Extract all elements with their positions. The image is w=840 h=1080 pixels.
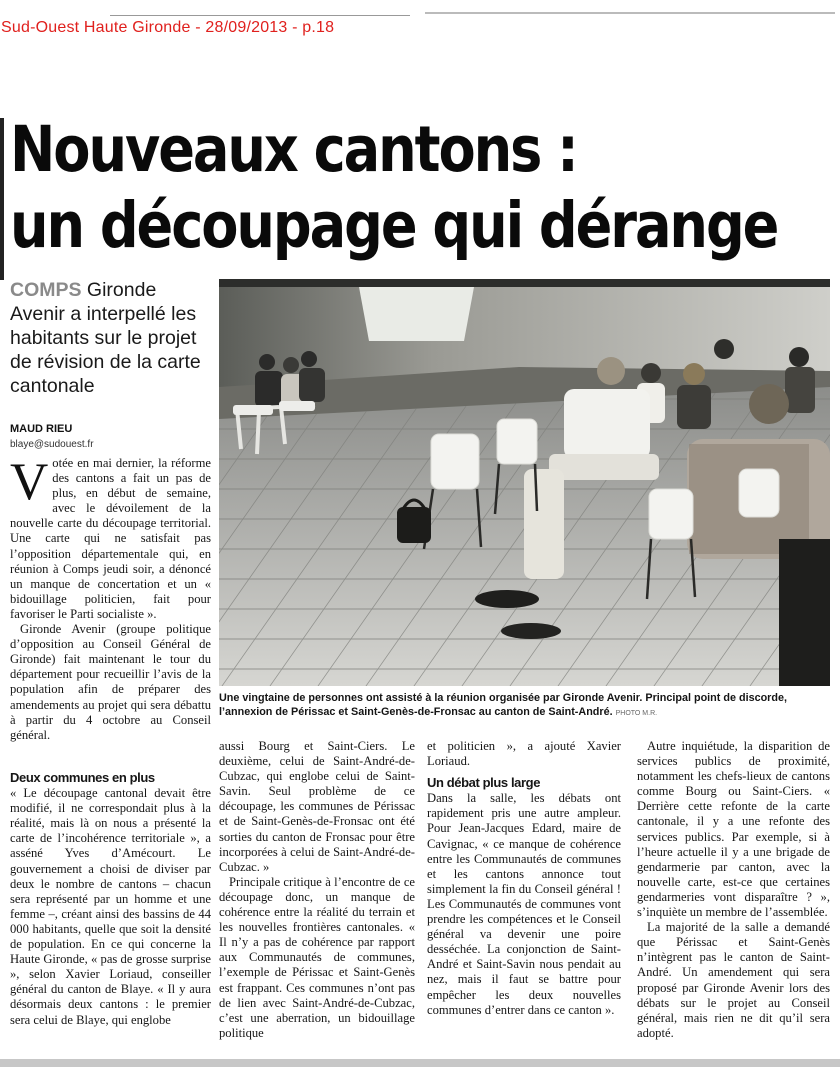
intro-paragraph-1-text: otée en mai dernier, la réforme des cantons a fait un pas de plus, en début de semaine, avec le dévoilement de la nouvelle carte du découpage territorial. Une carte qui ne satisfait pas l’opposition départementale qui, en réunion à Comps jeudi soir, a dénoncé un manque de concertation et un « bidouillage politicien, fait pour favoriser le Parti socialiste ». — [10, 456, 211, 621]
column-3 — [427, 739, 621, 1018]
subhead-debat-plus-large: Un débat plus large — [427, 775, 541, 791]
column-1-text: « Le découpage cantonal devait être modifié, il ne correspondait plus à la réalité, mais là on nous a présenté la carte de l’incohérence territoriale », a asséné Yves d’Amécourt. Le gouvernement a choisi de diviser par deux le nombre de cantons – chacun sera représenté par un homme et une femme –, créant ainsi des bassins de 44 000 habitants, quelle que soit la densité de population. En ce qui concerne la Haute Gironde, « pas de grosse surprise », selon Xavier Loriaud, conseiller général du canton de Blaye. « Il y aura désormais deux cantons : le premier sera celui de Blaye, qui englobe — [10, 786, 211, 1027]
article-headline — [10, 112, 777, 264]
photo-credit: PHOTO M.R. — [615, 710, 658, 717]
meeting-photo — [219, 279, 830, 686]
standfirst-text: Gironde Avenir a interpellé les habitants sur le projet de révision de la carte cantonale — [10, 279, 201, 397]
column-3-paragraph-2: Dans la salle, les débats ont rapidement pris une autre ampleur. Pour Jean-Jacques Edard, maire de Cavignac, « ce manque de cohérence entre les Communautés de communes et les cantons annonce tout simplement la fin du Conseil général ! Les Communautés de communes vont prendre les compétences et le Conseil général va devenir une poire desséchée. La conjonction de Saint-André et Saint-Savin nous pendait au nez, mais il faut se battre pour empêcher les deux nouvelles communes d’entrer dans ce canton ». — [427, 791, 621, 1017]
photo-caption-text: Une vingtaine de personnes ont assisté à la réunion organisée par Gironde Avenir. Principal point de discorde, l’annexion de Périssac et Saint-Genès-de-Fronsac au canton de Saint-André. — [219, 692, 787, 718]
photo-caption — [219, 691, 830, 721]
intro-column — [10, 453, 211, 743]
top-rule-right — [425, 12, 835, 14]
bottom-rule — [0, 1059, 840, 1067]
column-2 — [219, 739, 415, 1041]
meeting-photo-image — [219, 279, 830, 686]
top-rule-left — [110, 15, 410, 16]
drop-cap: V — [10, 453, 49, 511]
column-4-paragraph-2: La majorité de la salle a demandé que Périssac et Saint-Genès n’intègrent pas le canton de Saint-André. Un amendement qui sera proposé par Gironde Avenir lors des débats sur le projet au Conseil général, mais rien ne dit qu’il sera adopté. — [637, 920, 830, 1040]
column-4-paragraph-1: Autre inquiétude, la disparition de services publics de proximité, notamment les chefs-lieux de cantons comme Bourg ou Saint-Ciers. « Derrière cette refonte de la carte cantonale, il y a une refonte des services publics. Par exemple, si à l’heure actuelle il y a une brigade de gendarmerie par canton, avec la nouvelle carte, est-ce que certaines gendarmeries vont disparaître ? », s’inquiète un membre de l’assemblée. — [637, 739, 830, 920]
source-reference: Sud-Ouest Haute Gironde - 28/09/2013 - p.18 — [1, 19, 335, 36]
headline-line-1: Nouveaux cantons : — [10, 113, 577, 186]
column-4 — [637, 739, 830, 1041]
subhead-deux-communes: Deux communes en plus — [10, 770, 155, 785]
author-byline: MAUD RIEU — [10, 423, 73, 435]
column-3-paragraph-1: et politicien », a ajouté Xavier Loriaud. — [427, 739, 621, 769]
headline-line-2: un découpage qui dérange — [10, 189, 778, 262]
headline-side-rule — [0, 118, 4, 280]
column-1 — [10, 764, 211, 1028]
standfirst-place: COMPS — [10, 279, 82, 301]
column-2-paragraph-1: aussi Bourg et Saint-Ciers. Le deuxième, celui de Saint-André-de-Cubzac, qui englobe celui de Saint-Savin. Seul problème de ce découpage, les communes de Périssac et de Saint-Genès-de-Fronsac ont été sorties du canton de Fronsac pour être incorporées à celui de Saint-André-de-Cubzac. » — [219, 739, 415, 874]
intro-paragraph-1 — [10, 453, 211, 622]
standfirst — [10, 278, 210, 398]
column-2-paragraph-2: Principale critique à l’encontre de ce découpage donc, un manque de cohérence entre la réalité du terrain et les nouvelles frontières cantonales. « Il n’y a pas de cohérence par rapport aux Communautés de communes, l’exemple de Périssac et Saint-Genès est frappant. Ces communes n’ont pas de lien avec Saint-André-de-Cubzac, c’est une aberration, un bidouillage politique — [219, 874, 415, 1040]
author-email: blaye@sudouest.fr — [10, 439, 94, 450]
intro-paragraph-2: Gironde Avenir (groupe politique d’opposition au Conseil Général de Gironde) fait maintenant le tour du département pour recueillir l’avis de la population afin de préparer des amendements au projet qui sera débattu à partir du 4 octobre au Conseil général. — [10, 622, 211, 742]
